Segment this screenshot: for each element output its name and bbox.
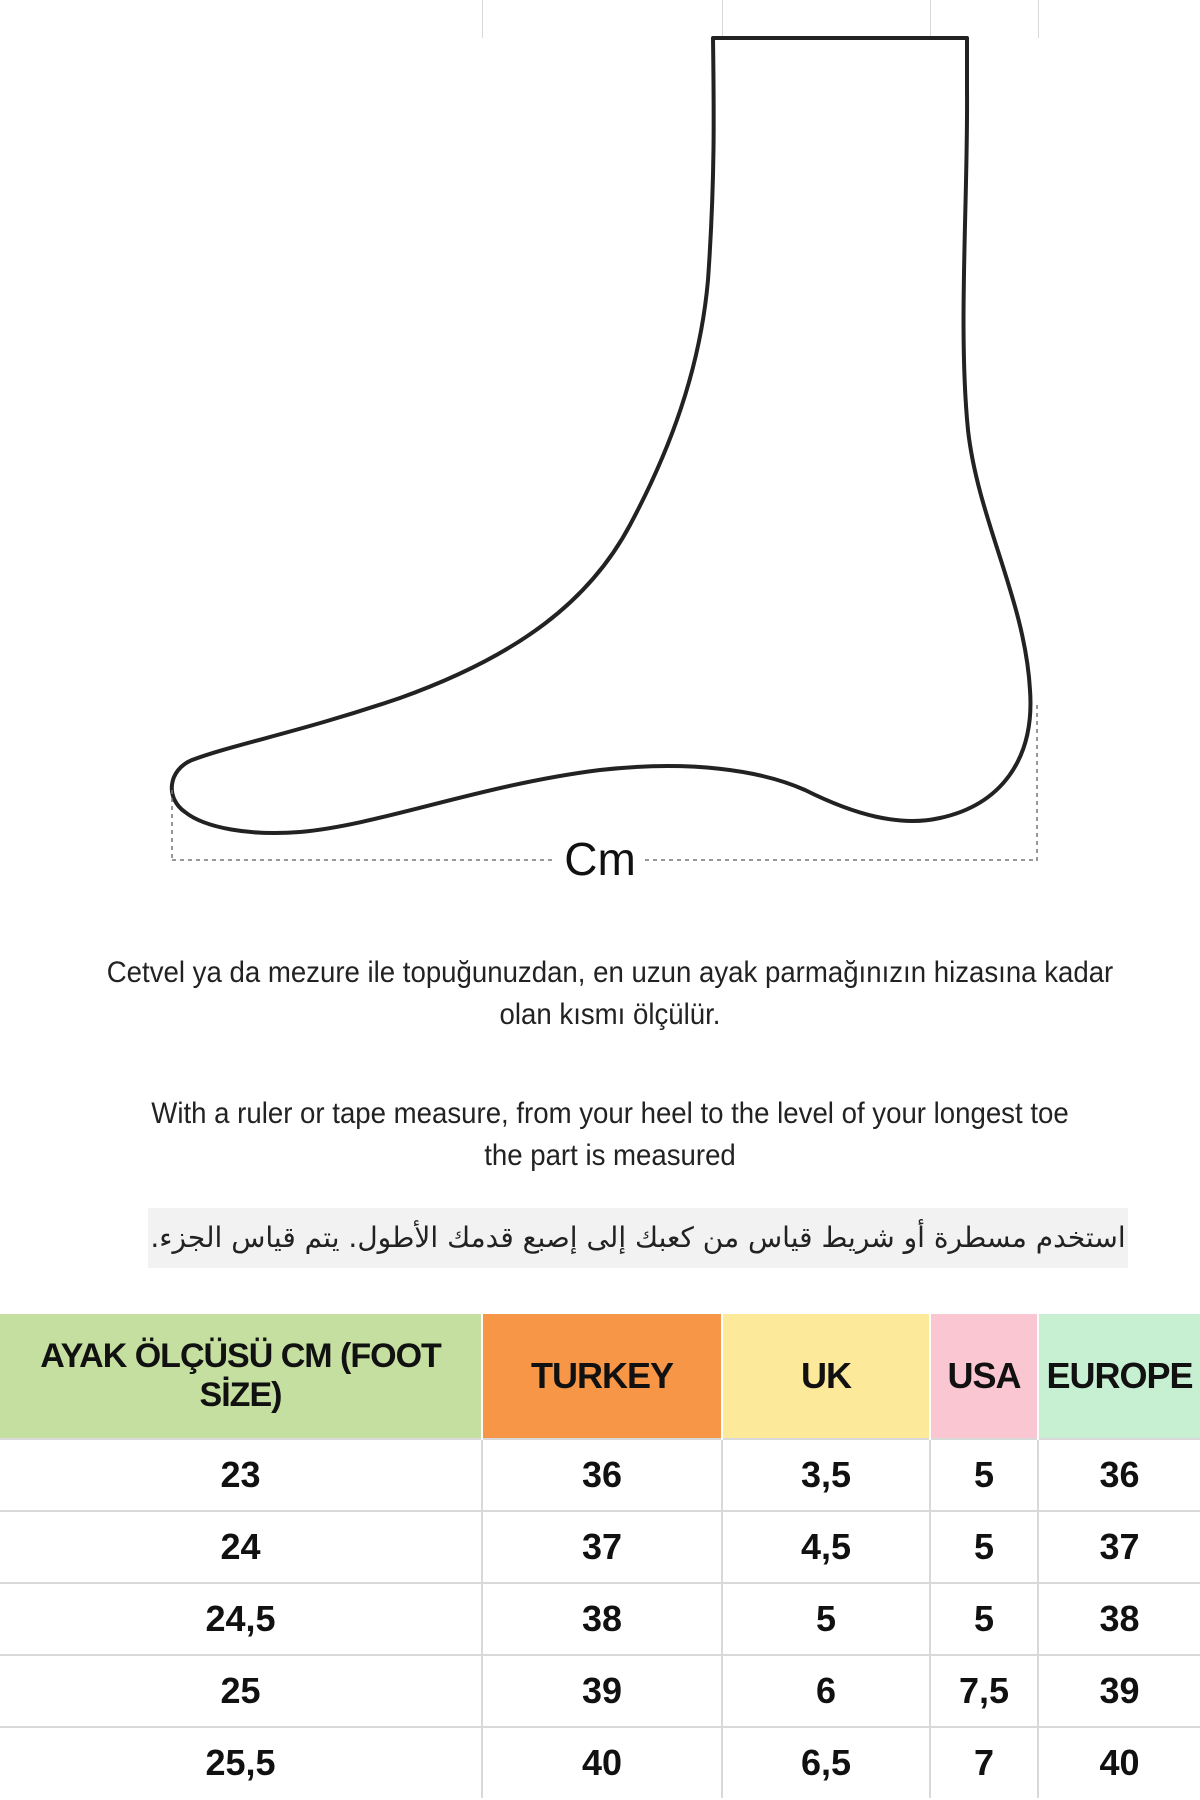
cell-uk: 6,5: [722, 1727, 930, 1798]
header-usa: USA: [930, 1314, 1038, 1439]
cell-usa: 5: [930, 1511, 1038, 1583]
instruction-english-line1: With a ruler or tape measure, from your heel to the level of your longest toe: [151, 1097, 1069, 1130]
cell-cm: 25,5: [0, 1727, 482, 1798]
size-chart-table: [0, 1314, 1200, 1798]
cell-turkey: 40: [482, 1727, 722, 1798]
measure-label: Cm: [560, 832, 640, 886]
cell-uk: 4,5: [722, 1511, 930, 1583]
cell-turkey: 38: [482, 1583, 722, 1655]
cell-usa: 7,5: [930, 1655, 1038, 1727]
cell-europe: 40: [1038, 1727, 1200, 1798]
cell-cm: 25: [0, 1655, 482, 1727]
header-foot-size: AYAK ÖLÇÜSÜ CM (FOOT SİZE): [0, 1314, 482, 1439]
cell-uk: 5: [722, 1583, 930, 1655]
table-row: [0, 1439, 1200, 1511]
cell-cm: 24,5: [0, 1583, 482, 1655]
cell-turkey: 39: [482, 1655, 722, 1727]
header-europe: EUROPE: [1038, 1314, 1200, 1439]
instruction-turkish: [104, 952, 1116, 1036]
header-turkey: TURKEY: [482, 1314, 722, 1439]
table-row: [0, 1583, 1200, 1655]
cell-usa: 5: [930, 1583, 1038, 1655]
cell-europe: 38: [1038, 1583, 1200, 1655]
cell-europe: 36: [1038, 1439, 1200, 1511]
cell-uk: 3,5: [722, 1439, 930, 1511]
cell-europe: 37: [1038, 1511, 1200, 1583]
cell-cm: 23: [0, 1439, 482, 1511]
cell-usa: 7: [930, 1727, 1038, 1798]
instruction-english: [104, 1093, 1116, 1177]
cell-usa: 5: [930, 1439, 1038, 1511]
table-row: [0, 1511, 1200, 1583]
instruction-arabic: استخدم مسطرة أو شريط قياس من كعبك إلى إصبع قدمك الأطول. يتم قياس الجزء.: [148, 1208, 1128, 1268]
cell-cm: 24: [0, 1511, 482, 1583]
cell-europe: 39: [1038, 1655, 1200, 1727]
cell-turkey: 37: [482, 1511, 722, 1583]
foot-outline: [172, 38, 1031, 833]
instruction-english-line2: the part is measured: [484, 1139, 736, 1172]
cell-uk: 6: [722, 1655, 930, 1727]
table-row: [0, 1655, 1200, 1727]
cell-turkey: 36: [482, 1439, 722, 1511]
instruction-turkish-line2: olan kısmı ölçülür.: [499, 998, 721, 1031]
table-row: [0, 1727, 1200, 1798]
instruction-turkish-line1: Cetvel ya da mezure ile topuğunuzdan, en uzun ayak parmağınızın hizasına kadar: [106, 956, 1114, 989]
table-header-row: [0, 1314, 1200, 1439]
header-uk: UK: [722, 1314, 930, 1439]
